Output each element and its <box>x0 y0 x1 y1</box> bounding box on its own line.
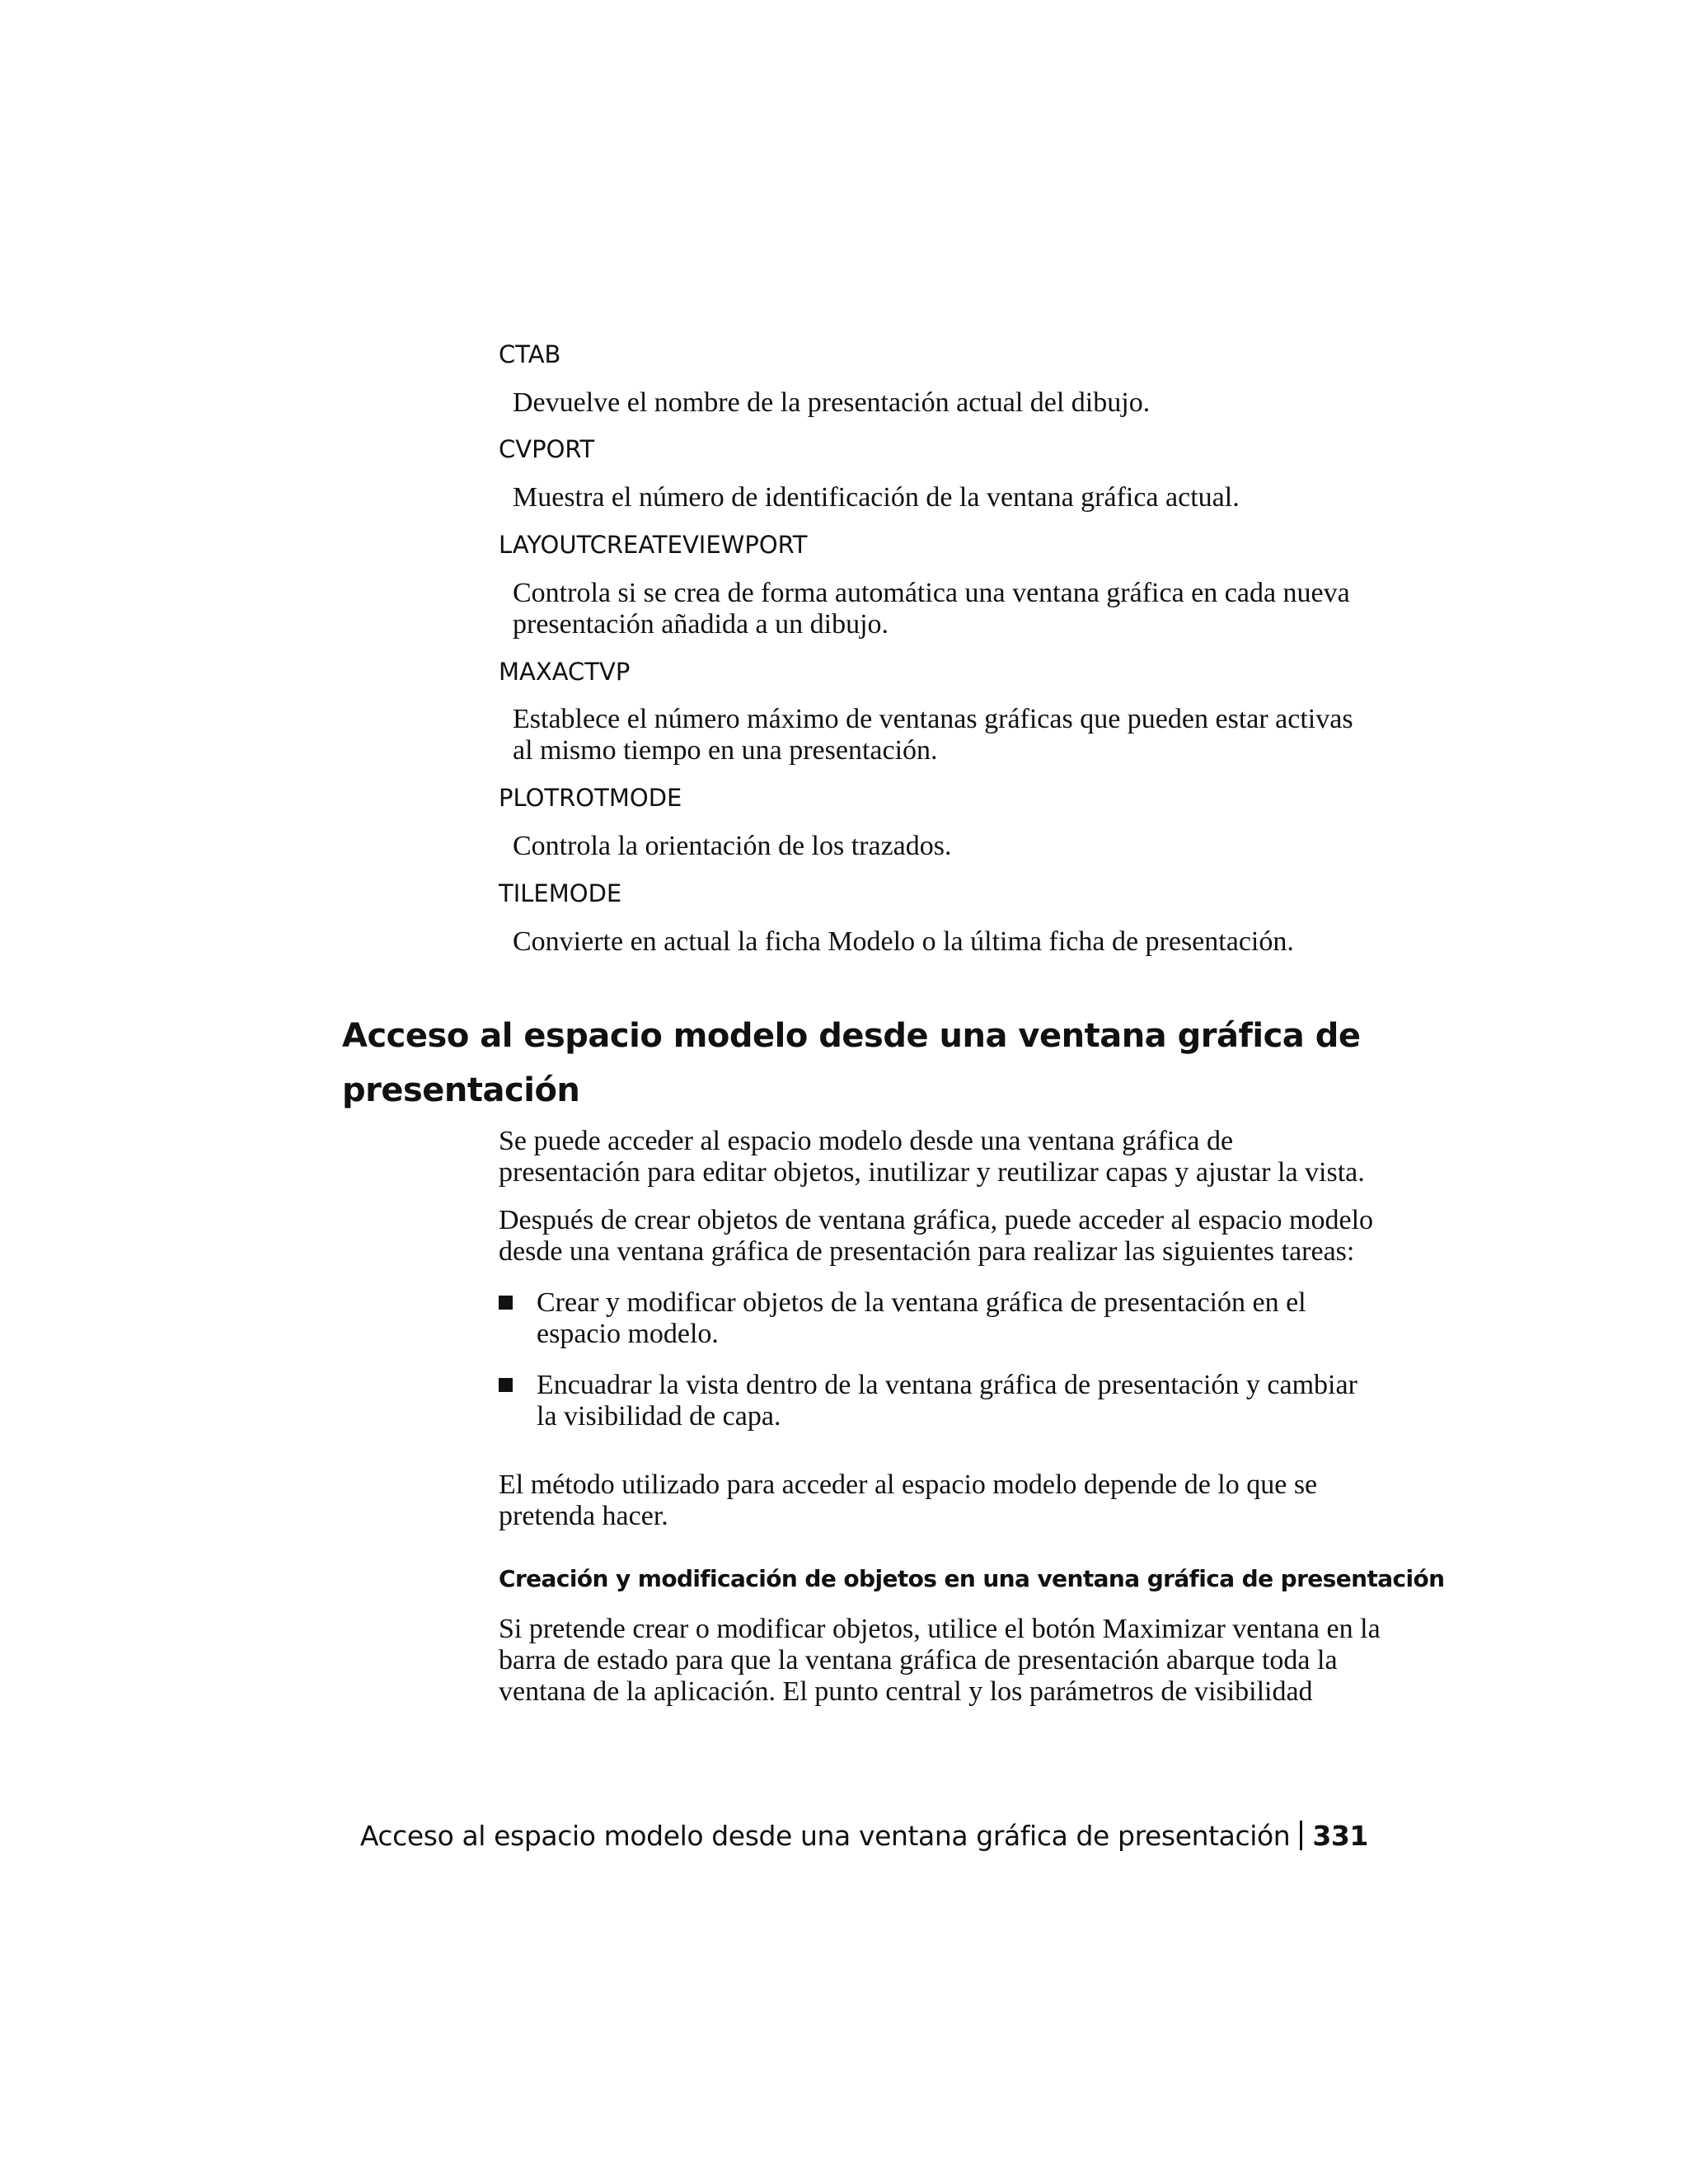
section-intro-paragraph: Se puede acceder al espacio modelo desde una ventana gráfica de presentación para editar objetos, inutilizar y reutilizar capas y ajustar la vista. <box>499 1126 1365 1188</box>
definition-description: Controla la orientación de los trazados. <box>513 831 952 861</box>
definition-term: PLOTROTMODE <box>499 784 682 812</box>
definition-term: CTAB <box>499 340 561 368</box>
definition-description: Establece el número máximo de ventanas gráficas que pueden estar activas al mismo tiempo en una presentación. <box>513 704 1353 766</box>
definition-term: CVPORT <box>499 435 595 463</box>
section-heading: Acceso al espacio modelo desde una ventana gráfica de presentación <box>342 1017 1361 1109</box>
bullet-text: Encuadrar la vista dentro de la ventana gráfica de presentación y cambiar la visibilidad de capa. <box>537 1370 1357 1432</box>
definition-term: LAYOUTCREATEVIEWPORT <box>499 531 808 559</box>
definition-description: Convierte en actual la ficha Modelo o la última ficha de presentación. <box>513 926 1294 957</box>
definition-term: TILEMODE <box>499 879 622 907</box>
bullet-square-icon <box>499 1296 513 1310</box>
section-lead-paragraph: Después de crear objetos de ventana gráfica, puede acceder al espacio modelo desde una ventana gráfica de presentación para realizar las siguientes tareas: <box>499 1205 1374 1267</box>
definition-description: Devuelve el nombre de la presentación actual del dibujo. <box>513 387 1151 418</box>
definition-term: MAXACTVP <box>499 658 631 686</box>
page-footer <box>360 1818 1368 1854</box>
running-title: Acceso al espacio modelo desde una ventana gráfica de presentación <box>359 1820 1291 1852</box>
bullet-text: Crear y modificar objetos de la ventana gráfica de presentación en el espacio modelo. <box>537 1287 1306 1349</box>
section-method-paragraph: El método utilizado para acceder al espacio modelo depende de lo que se pretenda hacer. <box>499 1469 1318 1531</box>
subsection-paragraph: Si pretende crear o modificar objetos, utilice el botón Maximizar ventana en la barra de estado para que la ventana gráfica de presentación abarque toda la ventana de la aplicación. El punto central y los parámetros de visibilidad <box>499 1614 1381 1707</box>
definition-description: Muestra el número de identificación de la ventana gráfica actual. <box>513 482 1240 513</box>
bullet-square-icon <box>499 1378 513 1392</box>
page-number: 331 <box>1312 1820 1368 1852</box>
footer-separator <box>1300 1821 1302 1850</box>
subsection-heading: Creación y modificación de objetos en una ventana gráfica de presentación <box>499 1565 1445 1592</box>
definition-description: Controla si se crea de forma automática una ventana gráfica en cada nueva presentación añadida a un dibujo. <box>513 578 1350 640</box>
